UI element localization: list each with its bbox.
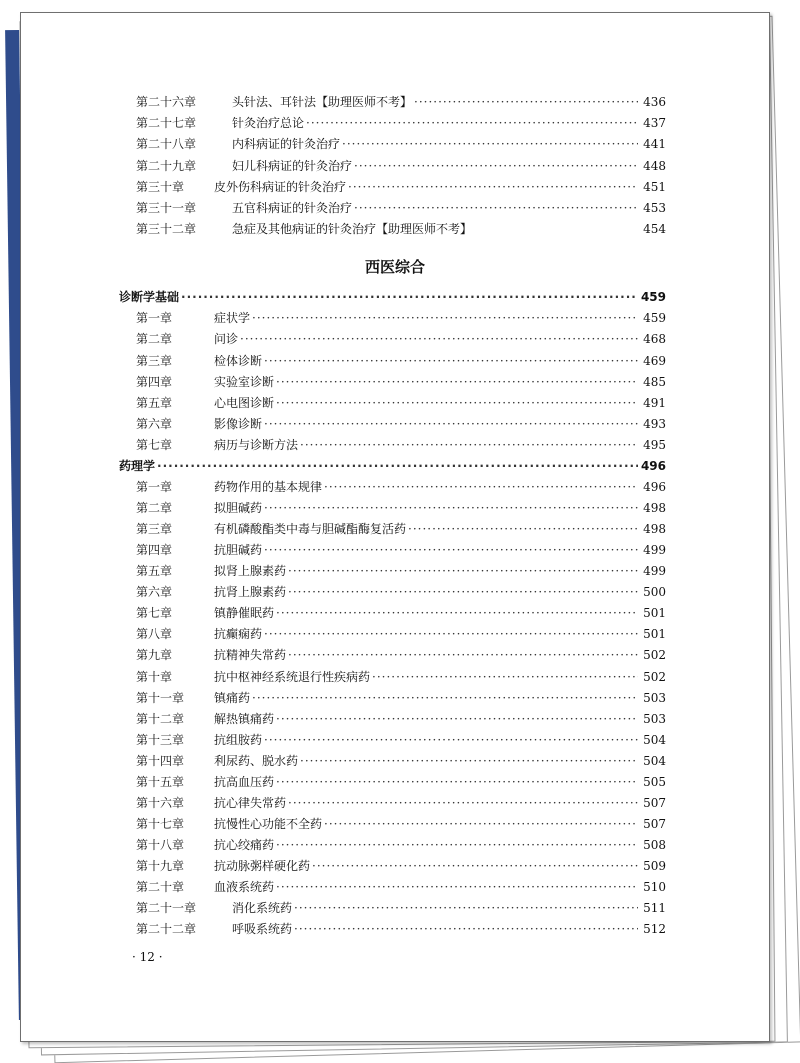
chapter-number: 第七章 (136, 438, 173, 453)
page-ref: 498 (643, 522, 666, 537)
page-ref: 512 (643, 922, 666, 937)
dot-leader (264, 543, 638, 557)
chapter-title: 皮外伤科病证的针灸治疗 (214, 179, 347, 194)
toc-entry-label (136, 920, 292, 937)
toc-entry-label (136, 625, 262, 642)
toc-entry-label (136, 478, 322, 495)
toc-entry (136, 436, 666, 454)
chapter-title: 镇静催眠药 (214, 606, 275, 621)
dot-leader (342, 137, 638, 151)
toc-entry-label (136, 878, 274, 895)
chapter-number: 第六章 (136, 417, 173, 432)
dot-leader (276, 396, 638, 410)
page-ref: 436 (643, 95, 666, 109)
toc-entry (136, 604, 666, 622)
dot-leader (276, 375, 638, 389)
toc-entry-label (136, 178, 346, 195)
chapter-number: 第二十二章 (136, 922, 197, 937)
toc-page (20, 12, 770, 1042)
toc-entry (136, 710, 666, 728)
toc-entry-label (119, 457, 155, 474)
toc-entry-label (119, 288, 179, 305)
page-ref: 459 (643, 311, 666, 326)
dot-leader (300, 754, 638, 768)
toc-entry (136, 541, 666, 559)
dot-leader (264, 354, 638, 368)
toc-section-entry (119, 288, 666, 306)
toc-entry (136, 794, 666, 812)
page-ref: 504 (643, 753, 666, 768)
dot-leader (264, 733, 638, 747)
toc-entry (136, 415, 666, 433)
chapter-number: 第二十八章 (136, 137, 197, 152)
chapter-number: 第三十二章 (136, 222, 197, 237)
dot-leader (348, 180, 638, 194)
chapter-number: 第二十九章 (136, 158, 197, 173)
toc-entry-label (136, 689, 250, 706)
dot-leader (276, 775, 638, 789)
toc-entry-label (136, 815, 322, 832)
chapter-title: 抗心律失常药 (214, 795, 287, 810)
toc-entry (136, 752, 666, 770)
page-ref: 448 (643, 158, 666, 173)
chapter-number: 第五章 (136, 396, 173, 410)
page-ref: 499 (643, 564, 666, 579)
chapter-number: 第一章 (136, 480, 173, 495)
chapter-title: 拟胆碱药 (214, 501, 263, 516)
page-ref: 453 (643, 201, 666, 215)
chapter-title: 病历与诊断方法 (214, 438, 299, 453)
dot-leader (306, 116, 638, 130)
toc-entry-label (136, 436, 298, 453)
page-ref: 505 (643, 774, 666, 789)
chapter-number: 第十二章 (136, 711, 185, 726)
toc-entry-label (136, 520, 406, 537)
chapter-number: 第二十六章 (136, 95, 197, 109)
toc-entry (136, 731, 666, 749)
page-ref: 501 (643, 627, 666, 642)
toc-entry-label (136, 836, 274, 853)
toc-entry (136, 330, 666, 348)
dot-leader (294, 922, 638, 936)
toc-entry-label (136, 157, 352, 174)
chapter-number: 第五章 (136, 564, 173, 579)
chapter-number: 第十四章 (136, 753, 185, 768)
toc-entry (136, 220, 666, 238)
dot-leader (264, 501, 638, 515)
chapter-number: 第六章 (136, 585, 173, 600)
chapter-title: 镇痛药 (214, 690, 251, 705)
toc-entry (136, 899, 666, 917)
chapter-title: 检体诊断 (214, 353, 263, 368)
toc-entry (136, 668, 666, 686)
chapter-title: 抗高血压药 (214, 774, 275, 789)
toc-section-entry (119, 457, 666, 475)
toc-entry-label (136, 583, 286, 600)
toc-entry (136, 920, 666, 938)
dot-leader (181, 290, 638, 304)
chapter-number: 第三章 (136, 353, 173, 368)
toc-entry (136, 646, 666, 664)
toc-entry (136, 135, 666, 153)
chapter-number: 第二章 (136, 332, 173, 347)
toc-entry-label (136, 541, 262, 558)
chapter-title: 五官科病证的针灸治疗 (232, 201, 353, 215)
toc-entry (136, 373, 666, 391)
page-ref: 493 (643, 417, 666, 432)
chapter-number: 第十九章 (136, 858, 185, 873)
chapter-number: 第十章 (136, 669, 173, 684)
page-ref: 511 (643, 901, 666, 916)
dot-leader (157, 459, 638, 473)
chapter-title: 血液系统药 (214, 880, 275, 894)
chapter-title: 抗精神失常药 (214, 648, 287, 663)
dot-leader (288, 564, 638, 578)
chapter-number: 第四章 (136, 374, 173, 389)
toc-entry (136, 178, 666, 196)
toc-entry (136, 157, 666, 175)
toc-entry (136, 199, 666, 217)
dot-leader (252, 691, 638, 705)
page-ref: 468 (643, 332, 666, 347)
dot-leader (276, 838, 638, 852)
dot-leader (300, 438, 638, 452)
chapter-title: 抗慢性心功能不全药 (214, 816, 323, 831)
page-ref: 469 (643, 353, 666, 368)
dot-leader (288, 585, 638, 599)
section-heading: 药理学 (119, 459, 156, 473)
chapter-number: 第三章 (136, 522, 173, 537)
dot-leader (276, 712, 638, 726)
toc-entry (136, 309, 666, 327)
toc-entry-label (136, 794, 286, 811)
dot-leader (294, 901, 638, 915)
chapter-title: 症状学 (214, 311, 251, 326)
toc-entry-label (136, 415, 262, 432)
chapter-number: 第十七章 (136, 816, 185, 831)
chapter-number: 第三十一章 (136, 201, 197, 215)
toc-entry-label (136, 731, 262, 748)
toc-entry (136, 93, 666, 111)
page-ref: 499 (643, 543, 666, 558)
toc-entry-label (136, 499, 262, 516)
page-ref: 498 (643, 501, 666, 516)
dot-leader (264, 417, 638, 431)
chapter-title: 问诊 (214, 332, 239, 347)
page-ref: 503 (643, 711, 666, 726)
toc-entry (136, 562, 666, 580)
toc-entry (136, 394, 666, 412)
dot-leader (252, 311, 638, 325)
chapter-number: 第四章 (136, 543, 173, 558)
dot-leader (276, 880, 638, 894)
chapter-number: 第十八章 (136, 837, 185, 852)
dot-leader (240, 332, 638, 346)
page-ref: 495 (643, 438, 666, 453)
dot-leader (276, 606, 638, 620)
chapter-number: 第十一章 (136, 690, 185, 705)
toc-entry (136, 878, 666, 896)
dot-leader (408, 522, 638, 536)
dot-leader (414, 95, 638, 109)
toc-entry (136, 478, 666, 496)
page-ref: 509 (643, 858, 666, 873)
toc-entry-label (136, 773, 274, 790)
toc-entry-label (136, 199, 352, 216)
chapter-title: 消化系统药 (232, 901, 293, 916)
chapter-title: 拟肾上腺素药 (214, 564, 287, 579)
chapter-title: 有机磷酸酯类中毒与胆碱酯酶复活药 (214, 522, 407, 537)
chapter-number: 第二十一章 (136, 901, 197, 916)
chapter-title: 妇儿科病证的针灸治疗 (232, 158, 353, 173)
toc-entry-label (136, 857, 310, 874)
page-ref: 507 (643, 795, 666, 810)
toc-entry-label (136, 604, 274, 621)
dot-leader (372, 670, 638, 684)
toc-entry (136, 773, 666, 791)
page-ref: 508 (643, 837, 666, 852)
toc-entry (136, 625, 666, 643)
chapter-title: 抗胆碱药 (214, 543, 263, 558)
section-title: 西医综合 (364, 258, 425, 276)
page-number: · 12 · (132, 950, 163, 964)
toc-entry-label (136, 752, 298, 769)
page-ref: 451 (643, 179, 666, 194)
chapter-title: 内科病证的针灸治疗 (232, 137, 341, 152)
chapter-title: 解热镇痛药 (214, 711, 275, 726)
chapter-number: 第七章 (136, 606, 173, 621)
page-ref: 500 (643, 585, 666, 600)
page-ref: 503 (643, 690, 666, 705)
dot-leader (354, 201, 638, 215)
dot-leader (324, 480, 638, 494)
chapter-title: 影像诊断 (214, 417, 263, 432)
chapter-number: 第二十章 (136, 880, 185, 894)
chapter-title: 急症及其他病证的针灸治疗【助理医师不考】 (232, 222, 473, 237)
chapter-number: 第九章 (136, 648, 173, 663)
toc-entry-label (136, 93, 412, 110)
toc-entry-label (136, 899, 292, 916)
page-ref: 454 (643, 222, 666, 237)
toc-entry (136, 857, 666, 875)
toc-entry (136, 583, 666, 601)
toc-entry-label (136, 220, 472, 237)
chapter-title: 药物作用的基本规律 (214, 480, 323, 495)
chapter-title: 抗中枢神经系统退行性疾病药 (214, 669, 371, 684)
page-ref: 485 (643, 374, 666, 389)
page-ref: 510 (643, 880, 666, 894)
page-ref: 507 (643, 816, 666, 831)
toc-entry-label (136, 135, 340, 152)
chapter-number: 第三十章 (136, 179, 185, 194)
toc-entry-label (136, 710, 274, 727)
page-ref: 459 (640, 290, 666, 304)
toc-entry (136, 499, 666, 517)
chapter-title: 抗组胺药 (214, 732, 263, 747)
chapter-title: 针灸治疗总论 (232, 116, 305, 131)
page-ref: 502 (643, 648, 666, 663)
chapter-number: 第十六章 (136, 795, 185, 810)
chapter-number: 第十五章 (136, 774, 185, 789)
page-ref: 491 (643, 396, 666, 410)
chapter-title: 抗动脉粥样硬化药 (214, 858, 311, 873)
toc-entry (136, 689, 666, 707)
toc-entry (136, 520, 666, 538)
chapter-title: 呼吸系统药 (232, 922, 293, 937)
dot-leader (354, 159, 638, 173)
chapter-title: 头针法、耳针法【助理医师不考】 (232, 95, 413, 109)
chapter-title: 实验室诊断 (214, 374, 275, 389)
toc-entry-label (136, 373, 274, 390)
dot-leader (288, 796, 638, 810)
toc-entry (136, 352, 666, 370)
chapter-title: 抗癫痫药 (214, 627, 263, 642)
dot-leader (264, 627, 638, 641)
toc-entry (136, 836, 666, 854)
toc-entry-label (136, 352, 262, 369)
chapter-number: 第八章 (136, 627, 173, 642)
section-heading: 诊断学基础 (119, 290, 180, 304)
dot-leader (312, 859, 638, 873)
page-ref: 501 (643, 606, 666, 621)
chapter-title: 心电图诊断 (214, 396, 275, 410)
chapter-number: 第一章 (136, 311, 173, 326)
toc-entry-label (136, 114, 304, 131)
page-ref: 504 (643, 732, 666, 747)
toc-entry-label (136, 562, 286, 579)
toc-entry-label (136, 309, 250, 326)
toc-entry-label (136, 330, 238, 347)
dot-leader (288, 648, 638, 662)
chapter-title: 利尿药、脱水药 (214, 753, 299, 768)
toc-entry-label (136, 668, 370, 685)
page-ref: 496 (643, 480, 666, 495)
toc-entry-label (136, 394, 274, 411)
chapter-number: 第二十七章 (136, 116, 197, 131)
toc-entry-label (136, 646, 286, 663)
toc-entry (136, 815, 666, 833)
toc-entry (136, 114, 666, 132)
page-ref: 496 (640, 459, 666, 473)
chapter-title: 抗肾上腺素药 (214, 585, 287, 600)
dot-leader (324, 817, 638, 831)
chapter-number: 第二章 (136, 501, 173, 516)
page-ref: 441 (643, 137, 666, 152)
chapter-number: 第十三章 (136, 732, 185, 747)
chapter-title: 抗心绞痛药 (214, 837, 275, 852)
page-ref: 437 (643, 116, 666, 131)
page-ref: 502 (643, 669, 666, 684)
